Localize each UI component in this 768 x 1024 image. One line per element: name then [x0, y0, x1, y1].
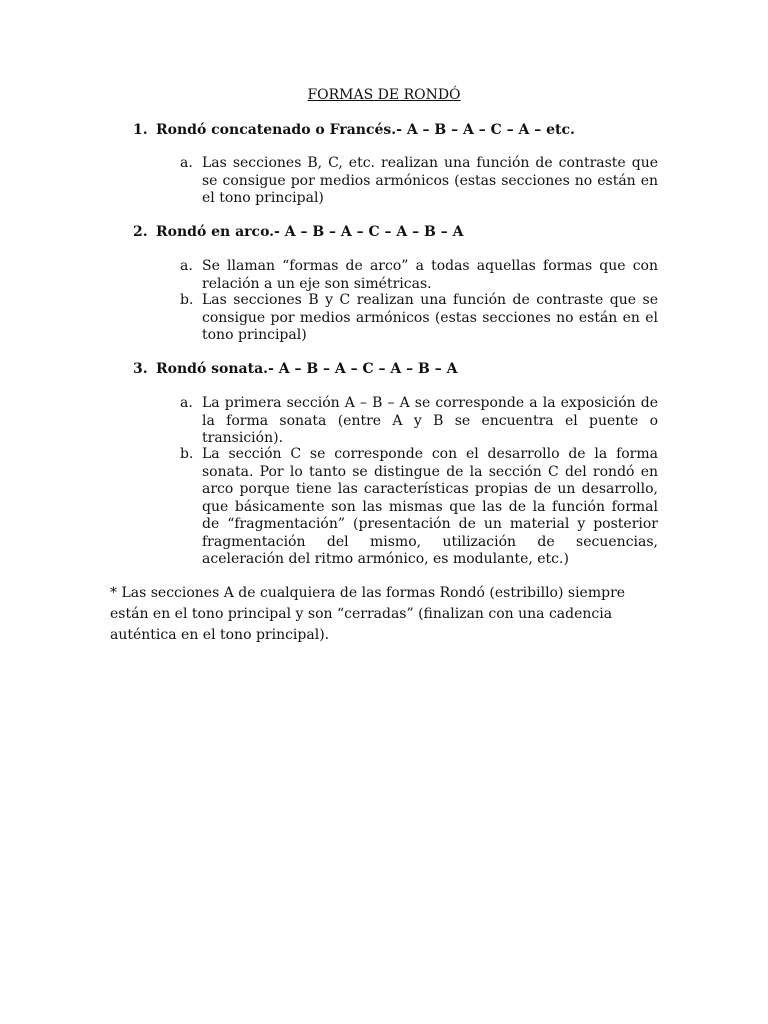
item-text: La primera sección A – B – A se corresponde a la exposición de la forma sonata (entre A y B se encuentra el puente o transición). — [202, 395, 658, 446]
item-letter: b. — [180, 446, 194, 462]
item-letter: a. — [180, 258, 193, 274]
section-heading: Rondó concatenado o Francés.- A – B – A – C – A – etc. — [156, 122, 575, 138]
section-number: 1. — [133, 122, 148, 138]
item-letter: a. — [180, 395, 193, 411]
section-heading: Rondó en arco.- A – B – A – C – A – B – A — [156, 224, 464, 240]
item-text: Las secciones B y C realizan una función de contraste que se consigue por medios armónicos (estas secciones no están en el tono principal) — [202, 292, 658, 343]
section-heading: Rondó sonata.- A – B – A – C – A – B – A — [156, 361, 458, 377]
section-number: 2. — [133, 224, 148, 240]
item-letter: b. — [180, 292, 194, 308]
page-title: FORMAS DE RONDÓ — [307, 87, 461, 103]
item-text: La sección C se corresponde con el desarrollo de la forma sonata. Por lo tanto se distingue de la sección C del rondó en arco porque tiene las características propias de un desarrollo, que básicamente son las mismas que las de la función formal de “fragmentación” (presentación de un material y posterior fragmentación del mismo, utilización de secuencias, aceleración del ritmo armónico, es modulante, etc.) — [202, 446, 658, 567]
item-text: Se llaman “formas de arco” a todas aquellas formas que con relación a un eje son simétricas. — [202, 258, 658, 292]
item-letter: a. — [180, 155, 193, 171]
item-text: Las secciones B, C, etc. realizan una función de contraste que se consigue por medios armónicos (estas secciones no están en el tono principal) — [202, 155, 658, 206]
footnote: * Las secciones A de cualquiera de las formas Rondó (estribillo) siempre están en el tono principal y son “cerradas” (finalizan con una cadencia auténtica en el tono principal). — [110, 585, 626, 643]
section-number: 3. — [133, 361, 148, 377]
